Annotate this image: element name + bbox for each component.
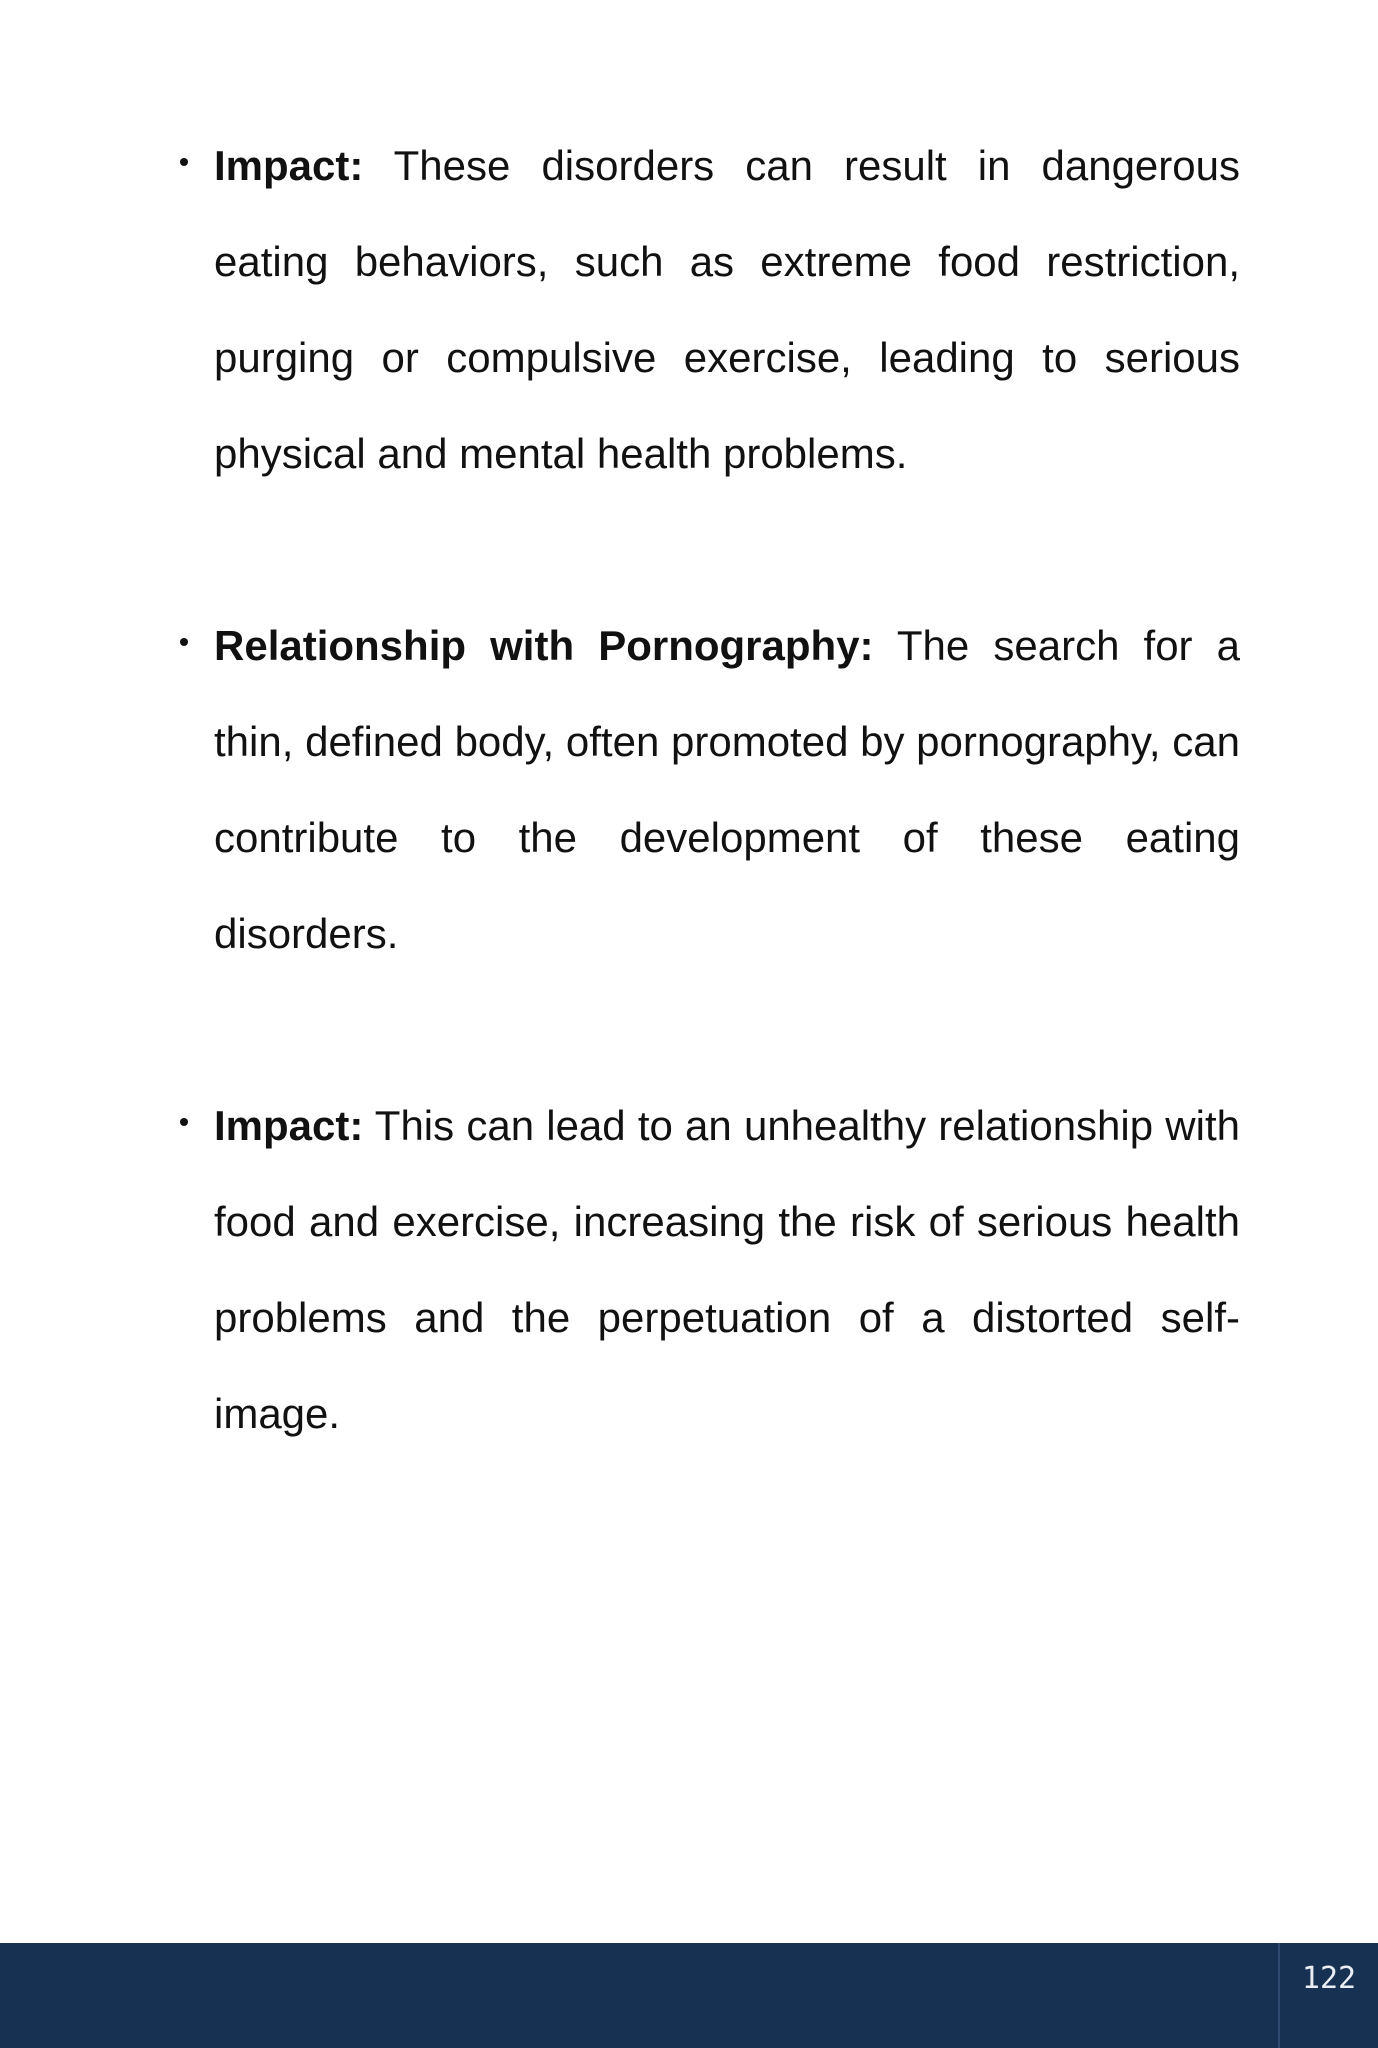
bullet-item-relationship-with-pornography: [170, 598, 1240, 982]
bullet-body-text: These disorders can result in dangerous eating behaviors, such as extreme food restriction, purging or compulsive exercise, leading to serious physical and mental health problems.: [214, 142, 1240, 477]
bullet-label: Impact:: [214, 142, 364, 189]
bullet-body-text: The search for a thin, defined body, often promoted by pornography, can contribute to the development of these eating disorders.: [214, 622, 1240, 957]
bullet-paragraph: [214, 1078, 1240, 1462]
page-number: 122: [1301, 1961, 1357, 1996]
document-body: [170, 118, 1240, 1462]
bullet-icon: [180, 158, 188, 166]
bullet-paragraph: [214, 118, 1240, 502]
bullet-paragraph: [214, 598, 1240, 982]
bullet-label: Impact:: [214, 1102, 364, 1149]
bullet-item-impact-2: [170, 1078, 1240, 1462]
bullet-label: Relationship with Pornography:: [214, 622, 874, 669]
page-footer: [0, 1943, 1378, 2048]
bullet-item-impact-1: [170, 118, 1240, 502]
bullet-icon: [180, 1118, 188, 1126]
bullet-icon: [180, 638, 188, 646]
bullet-body-text: This can lead to an unhealthy relationship with food and exercise, increasing the risk of serious health problems and the perpetuation of a distorted self-image.: [214, 1102, 1240, 1437]
